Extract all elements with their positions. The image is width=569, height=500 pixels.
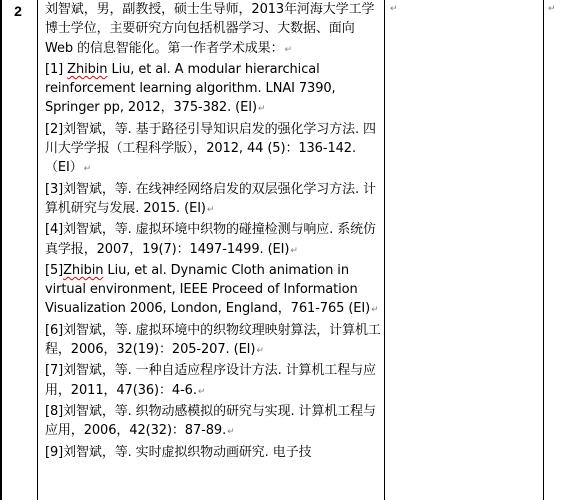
paragraph-mark-icon: ↵ (284, 44, 292, 55)
author-name: Zhibin (67, 61, 108, 77)
bio-text: 刘智斌，男，副教授，硕士生导师，2013年河海大学工学博士学位，主要研究方向包括机器学习、大数据、面向 Web 的信息智能化。第一作者学术成果： (45, 2, 375, 56)
publication-text: Liu, et al. Dynamic Cloth animation in virtual environment, IEEE Proceed of Information Visualization 2006, London, England，761-765 (EI) (45, 262, 371, 317)
publication-item (45, 60, 381, 120)
paragraph-mark-icon: ↵ (227, 427, 235, 438)
paragraph-mark-icon: ↵ (83, 164, 92, 175)
author-name: Zhibin (63, 262, 104, 278)
publication-item (45, 120, 381, 180)
column-divider (384, 0, 385, 500)
publication-text: [9]刘智斌，等. 实时虚拟织物动画研究. 电子技 (45, 444, 312, 460)
row-number: 2 (14, 3, 22, 19)
publication-item (45, 443, 381, 462)
publication-text: [5] (45, 262, 64, 278)
column-divider (543, 0, 544, 500)
publication-item (45, 261, 381, 321)
bio-paragraph (45, 0, 381, 60)
paragraph-mark-icon: ↵ (197, 386, 206, 397)
publication-item (45, 321, 381, 362)
publication-text: [1] (45, 61, 68, 77)
publication-item (45, 220, 381, 261)
publication-item (45, 180, 381, 221)
publication-text: [4]刘智斌，等. 虚拟环境中织物的碰撞检测与响应. 系统仿真学报，2007，19(7)：1497-1499. (EI) (45, 222, 376, 257)
publication-text: Liu, et al. A modular hierarchical reinforcement learning algorithm. LNAI 7390, Springer pp, 2012，375-382. (EI) (45, 61, 336, 116)
publication-text: [8]刘智斌，等. 织物动感模拟的研究与实现. 计算机工程与应用，2006，42(32)：87-89. (45, 403, 376, 439)
publication-item (45, 361, 381, 402)
publication-text: [3]刘智斌，等. 在线神经网络启发的双层强化学习方法. 计算机研究与发展. 2015. (EI) (45, 181, 376, 216)
paragraph-mark-icon: ↵ (257, 104, 266, 115)
achievements-cell[interactable] (45, 0, 381, 462)
publication-item (45, 402, 381, 443)
paragraph-mark-icon: ↵ (256, 346, 264, 357)
paragraph-mark-icon: ↵ (390, 4, 398, 14)
publication-text: [2]刘智斌，等. 基于路径引导知识启发的强化学习方法. 四川大学学报（工程科学版），2012, 44 (5)：136-142. （EI） (45, 121, 376, 176)
paragraph-mark-icon: ↵ (548, 4, 556, 14)
table-border-left (0, 0, 2, 500)
paragraph-mark-icon: ↵ (206, 204, 215, 215)
paragraph-mark-icon: ↵ (290, 245, 298, 256)
publication-list (45, 60, 381, 462)
column-divider (37, 0, 38, 500)
publication-text: [6]刘智斌，等. 虚拟环境中的织物纹理映射算法，计算机工程，2006，32(19)：205-207. (EI) (45, 322, 381, 358)
publication-text: [7]刘智斌，等. 一种自适应程序设计方法. 计算机工程与应用，2011，47(36)：4-6. (45, 363, 376, 398)
paragraph-mark-icon: ↵ (371, 305, 379, 316)
